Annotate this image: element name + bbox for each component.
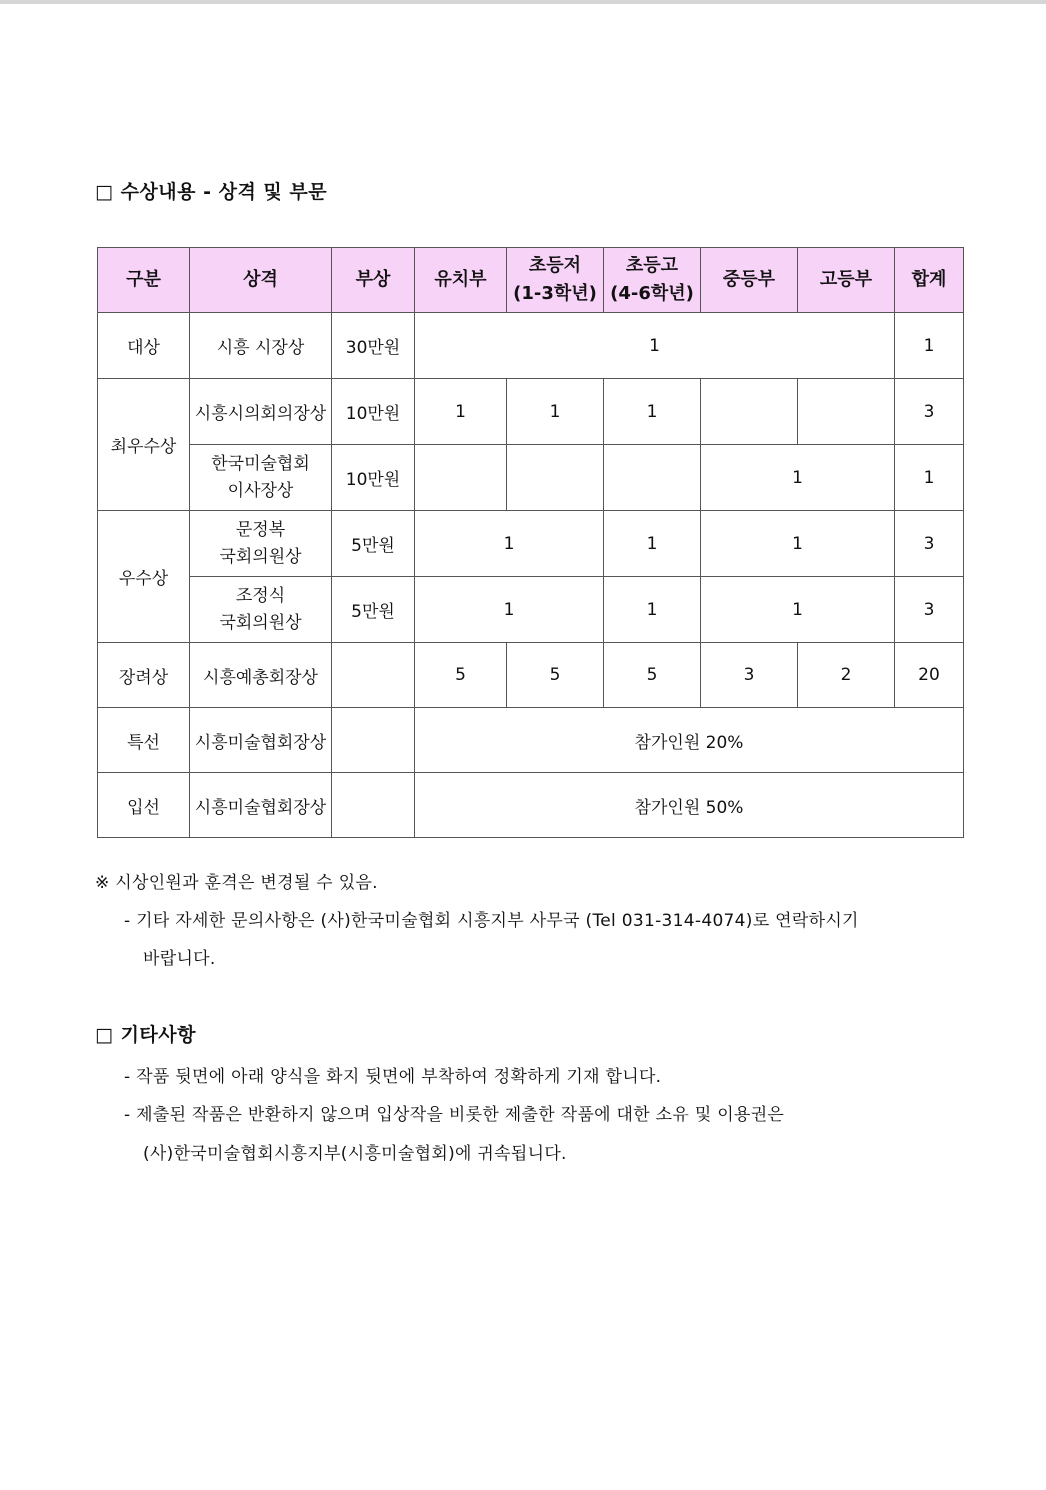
header-elementary-low-line1: 초등저	[528, 255, 582, 276]
section-title-awards: □ 수상내용 - 상격 및 부문	[95, 181, 328, 203]
table-row-excellence-2	[98, 577, 964, 643]
cell-elementary-low: 5	[507, 643, 604, 708]
cell-category: 입선	[98, 773, 190, 838]
note-contact-line2: 바랍니다.	[143, 949, 216, 969]
cell-kindergarten: 1	[415, 379, 507, 445]
cell-category-excellence: 우수상	[98, 511, 190, 643]
cell-middle-high: 1	[701, 445, 895, 511]
cell-elementary-low: 1	[507, 379, 604, 445]
cell-prize	[332, 708, 415, 773]
cell-kindergarten: 5	[415, 643, 507, 708]
header-high: 고등부	[798, 248, 895, 313]
header-elementary-low-line2: (1-3학년)	[513, 283, 597, 304]
cell-total: 3	[895, 511, 964, 577]
cell-award-line2: 국회의원상	[219, 612, 302, 633]
cell-award: 시흥미술협회장상	[190, 708, 332, 773]
note-contact-line1: - 기타 자세한 문의사항은 (사)한국미술협회 시흥지부 사무국 (Tel 031-314-4074)로 연락하시기	[124, 911, 859, 931]
cell-count-ratio: 참가인원 20%	[415, 708, 964, 773]
cell-prize: 30만원	[332, 313, 415, 379]
table-row-grand	[98, 313, 964, 379]
header-elementary-high	[604, 248, 701, 313]
cell-prize: 5만원	[332, 577, 415, 643]
header-award: 상격	[190, 248, 332, 313]
cell-count-all: 1	[415, 313, 895, 379]
cell-middle: 3	[701, 643, 798, 708]
header-elementary-low	[507, 248, 604, 313]
cell-award: 시흥시의회의장상	[190, 379, 332, 445]
cell-kindergarten	[415, 445, 507, 511]
cell-total: 1	[895, 445, 964, 511]
cell-prize: 5만원	[332, 511, 415, 577]
cell-elementary-low	[507, 445, 604, 511]
cell-award: 시흥 시장상	[190, 313, 332, 379]
cell-category-best: 최우수상	[98, 379, 190, 511]
cell-award-line1: 문정복	[235, 519, 286, 540]
other-item-2-line1: - 제출된 작품은 반환하지 않으며 입상작을 비롯한 제출한 작품에 대한 소유 및 이용권은	[124, 1105, 785, 1125]
cell-category: 장려상	[98, 643, 190, 708]
table-row-best-2	[98, 445, 964, 511]
cell-prize	[332, 773, 415, 838]
header-category: 구분	[98, 248, 190, 313]
note-award-change: ※ 시상인원과 훈격은 변경될 수 있음.	[95, 873, 378, 893]
other-item-2-line2: (사)한국미술협회시흥지부(시흥미술협회)에 귀속됩니다.	[143, 1144, 567, 1164]
cell-award-line1: 한국미술협회	[211, 453, 310, 474]
header-kindergarten: 유치부	[415, 248, 507, 313]
top-border	[0, 0, 1046, 4]
cell-total: 3	[895, 379, 964, 445]
header-prize: 부상	[332, 248, 415, 313]
cell-elementary-high: 1	[604, 511, 701, 577]
table-row-encouragement	[98, 643, 964, 708]
cell-award-line1: 조정식	[235, 585, 286, 606]
header-elementary-high-line1: 초등고	[625, 255, 679, 276]
cell-count-ratio: 참가인원 50%	[415, 773, 964, 838]
cell-kindergarten-elementary-low: 1	[415, 577, 604, 643]
cell-prize	[332, 643, 415, 708]
cell-total: 1	[895, 313, 964, 379]
cell-elementary-high: 1	[604, 379, 701, 445]
table-header-row	[98, 248, 964, 313]
award-table	[97, 247, 964, 838]
header-middle: 중등부	[701, 248, 798, 313]
cell-award-line2: 국회의원상	[219, 546, 302, 567]
header-elementary-high-line2: (4-6학년)	[610, 283, 694, 304]
cell-middle-high: 1	[701, 511, 895, 577]
cell-total: 20	[895, 643, 964, 708]
table-row-best-1	[98, 379, 964, 445]
table-row-special	[98, 708, 964, 773]
cell-high: 2	[798, 643, 895, 708]
header-total: 합계	[895, 248, 964, 313]
cell-middle-high: 1	[701, 577, 895, 643]
cell-award	[190, 445, 332, 511]
cell-award	[190, 577, 332, 643]
cell-middle	[701, 379, 798, 445]
cell-award-line2: 이사장상	[227, 480, 294, 501]
cell-prize: 10만원	[332, 379, 415, 445]
cell-total: 3	[895, 577, 964, 643]
cell-high	[798, 379, 895, 445]
cell-award: 시흥예총회장상	[190, 643, 332, 708]
cell-elementary-high: 1	[604, 577, 701, 643]
other-item-1: - 작품 뒷면에 아래 양식을 화지 뒷면에 부착하여 정확하게 기재 합니다.	[124, 1067, 662, 1087]
cell-category: 대상	[98, 313, 190, 379]
cell-elementary-high: 5	[604, 643, 701, 708]
cell-elementary-high	[604, 445, 701, 511]
cell-kindergarten-elementary-low: 1	[415, 511, 604, 577]
table-row-selected	[98, 773, 964, 838]
cell-award: 시흥미술협회장상	[190, 773, 332, 838]
section-title-other: □ 기타사항	[95, 1024, 196, 1046]
cell-award	[190, 511, 332, 577]
cell-prize: 10만원	[332, 445, 415, 511]
table-row-excellence-1	[98, 511, 964, 577]
cell-category: 특선	[98, 708, 190, 773]
